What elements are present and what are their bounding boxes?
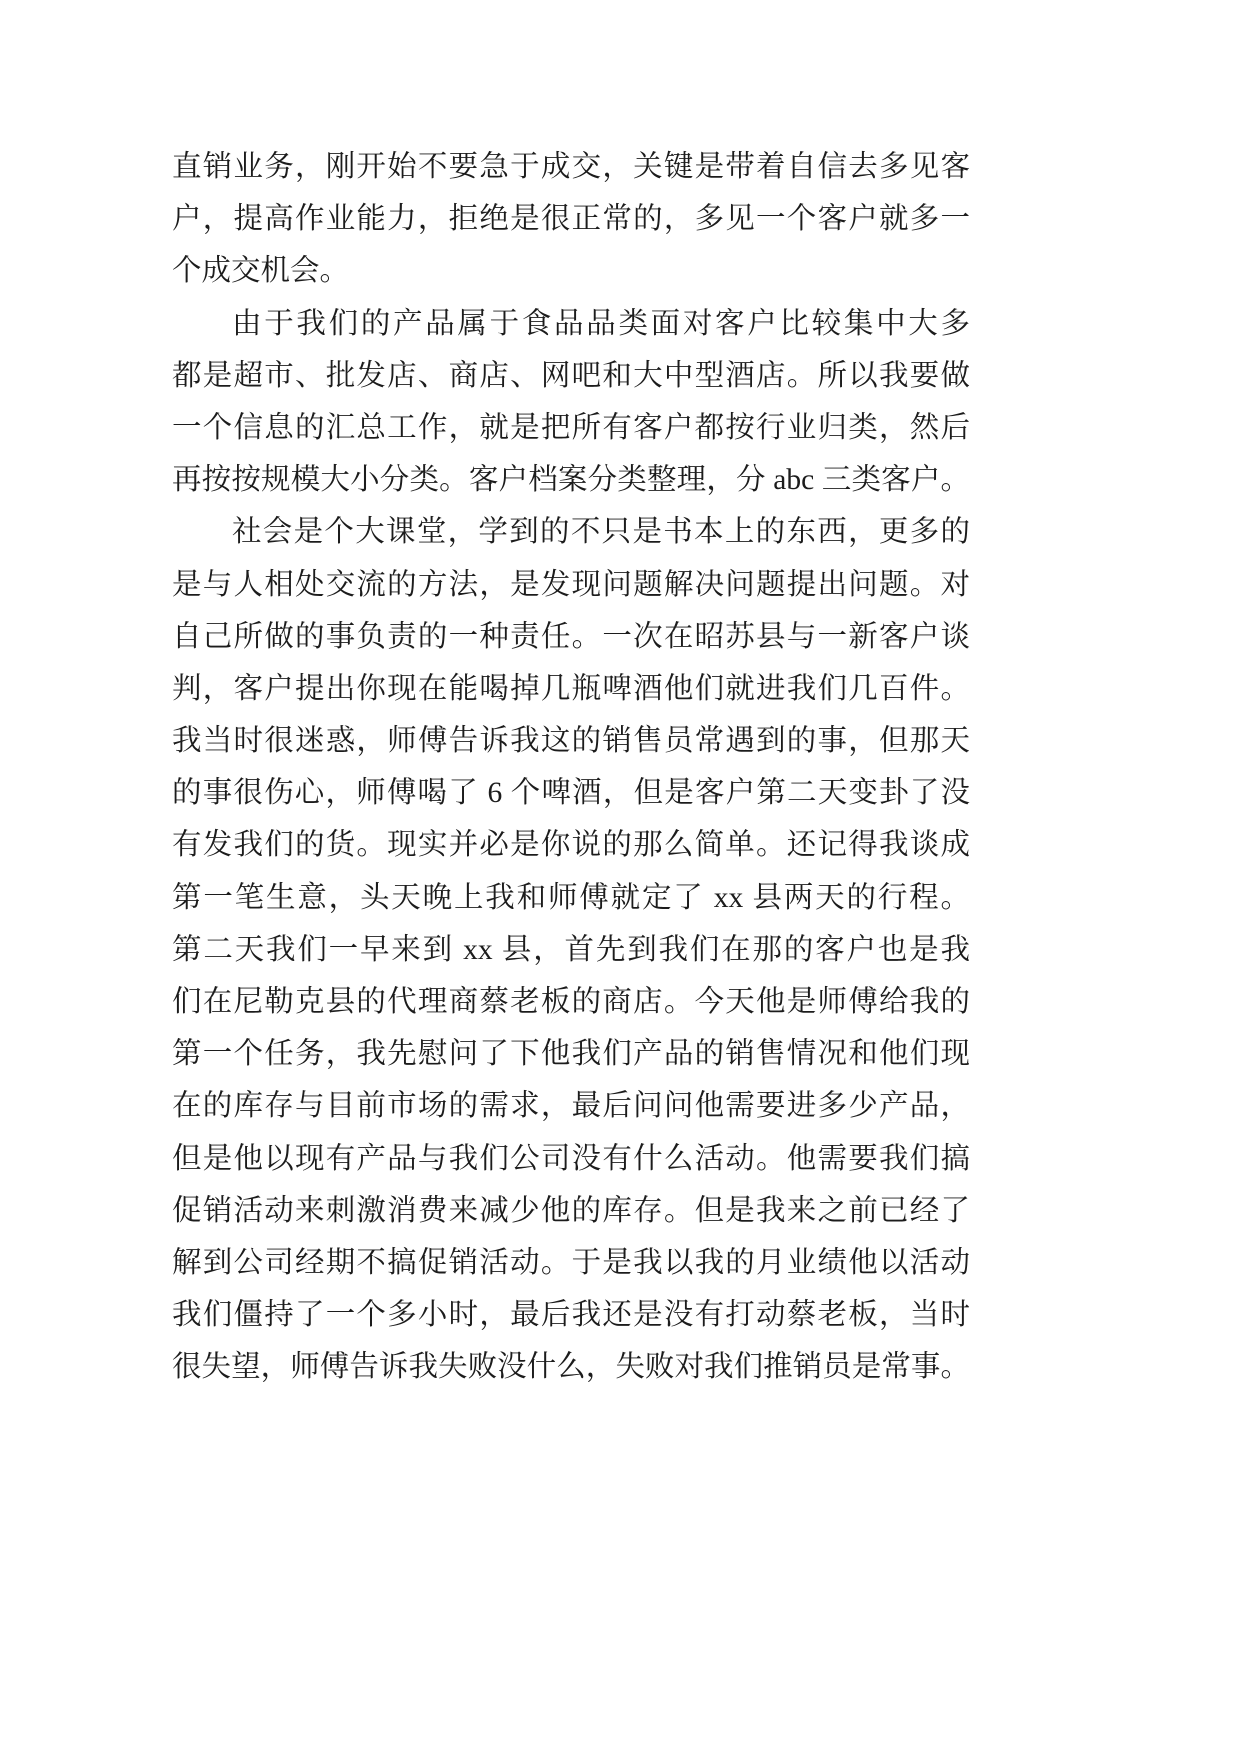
text-line: 的事很伤心，师傅喝了 6 个啤酒，但是客户第二天变卦了没 [172,777,970,810]
text-line: 判，客户提出你现在能喝掉几瓶啤酒他们就进我们几百件。 [172,672,970,705]
text-line: 第一个任务，我先慰问了下他我们产品的销售情况和他们现 [172,1038,970,1071]
text-line: 自己所做的事负责的一种责任。一次在昭苏县与一新客户谈 [172,620,970,653]
text-line: 直销业务，刚开始不要急于成交，关键是带着自信去多见客 [172,151,970,183]
text-line: 我们僵持了一个多小时，最后我还是没有打动蔡老板，当时 [172,1299,970,1332]
text-line: 个成交机会。 [172,255,350,288]
document-body [172,141,970,1394]
paragraph-first-line: 由于我们的产品属于食品品类面对客户比较集中大多 [232,307,970,340]
text-line: 在的库存与目前市场的需求，最后问问他需要进多少产品， [172,1090,970,1123]
text-line: 第一笔生意，头天晚上我和师傅就定了 xx 县两天的行程。 [172,881,970,914]
text-line: 一个信息的汇总工作，就是把所有客户都按行业归类，然后 [172,411,970,444]
text-line: 促销活动来刺激消费来减少他的库存。但是我来之前已经了 [172,1194,970,1227]
paragraph-first-line: 社会是个大课堂，学到的不只是书本上的东西，更多的 [232,516,970,549]
text-line: 但是他以现有产品与我们公司没有什么活动。他需要我们搞 [172,1142,970,1175]
text-line: 都是超市、批发店、商店、网吧和大中型酒店。所以我要做 [172,359,970,392]
text-line: 户，提高作业能力，拒绝是很正常的，多见一个客户就多一 [172,203,970,236]
text-line: 解到公司经期不搞促销活动。于是我以我的月业绩他以活动 [172,1246,970,1279]
text-line: 第二天我们一早来到 xx 县，首先到我们在那的客户也是我 [172,933,970,966]
text-line: 有发我们的货。现实并必是你说的那么简单。还记得我谈成 [172,829,970,862]
text-line: 我当时很迷惑，师傅告诉我这的销售员常遇到的事，但那天 [172,725,970,758]
text-line: 再按按规模大小分类。客户档案分类整理，分 abc 三类客户。 [172,464,970,497]
text-line: 是与人相处交流的方法，是发现问题解决问题提出问题。对 [172,568,970,601]
text-line: 很失望，师傅告诉我失败没什么，失败对我们推销员是常事。 [172,1351,970,1384]
text-line: 们在尼勒克县的代理商蔡老板的商店。今天他是师傅给我的 [172,986,970,1018]
